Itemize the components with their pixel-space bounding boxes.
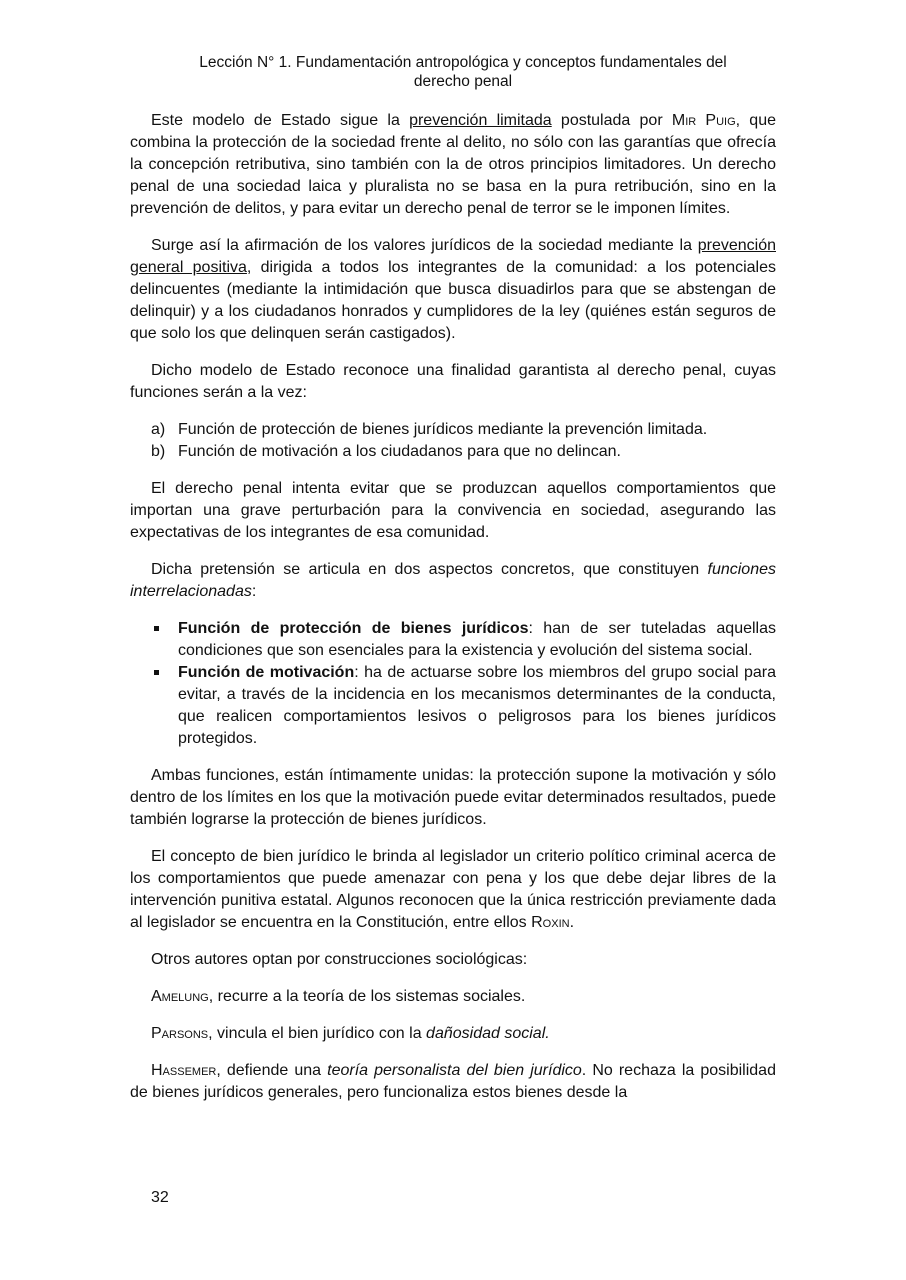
paragraph-5 (130, 559, 776, 603)
paragraph-9 (130, 986, 776, 1008)
p2-text-1: Surge así la afirmación de los valores jurídicos de la sociedad mediante la (151, 237, 698, 254)
list-item-text: Función de protección de bienes jurídicos mediante la prevención limitada. (178, 421, 708, 438)
paragraph-2 (130, 235, 776, 345)
running-header (160, 53, 766, 91)
p5-text-1: Dicha pretensión se articula en dos aspectos concretos, que constituyen (151, 561, 708, 578)
p1-text-1: Este modelo de Estado sigue la (151, 112, 410, 129)
p1-text-3: , que combina la protección de la sociedad frente al delito, no sólo con las garantías que ofrecía la concepción retributiva, sino también con la de otros principios limitadores. Un derecho penal de una sociedad laica y pluralista no se basa en la pura retribución, sino en la prevención de delitos, y para evitar un derecho penal de terror se le imponen límites. (130, 112, 776, 217)
list-item (130, 419, 776, 441)
bullet-item (130, 618, 776, 662)
author-roxin: Roxin (531, 914, 570, 931)
bullet-bold-term: Función de motivación (178, 664, 355, 681)
italic-term-teoria-personalista: teoría personalista del bien jurídico (327, 1062, 582, 1079)
list-marker: b) (151, 443, 166, 460)
italic-term-funciones-interrelacionadas: funciones interrelacionadas (130, 561, 776, 600)
p7-text-2: . (569, 914, 575, 931)
underlined-term-prevencion-general-positiva: prevención general positiva (130, 237, 776, 276)
p2-text-2: , dirigida a todos los integrantes de la comunidad: a los potenciales delincuentes (mediante la intimidación que busca disuadirlos para que se abstengan de delinquir) y a los ciudadanos honrados y cumplidores de la ley (quiénes están seguros de que solo los que delinquen serán castigados). (130, 259, 776, 342)
p11-text-1: , defiende una (216, 1062, 328, 1079)
bullet-item (130, 662, 776, 750)
underlined-term-prevencion-limitada: prevención limitada (409, 112, 552, 129)
p11-text-2: . No rechaza la posibilidad de bienes jurídicos generales, pero funcionaliza estos bienes desde la (130, 1062, 776, 1101)
bullet-list (130, 618, 776, 750)
bullet-text: : han de ser tuteladas aquellas condiciones que son esenciales para la existencia y evolución del sistema social. (178, 620, 776, 659)
square-bullet-icon (154, 626, 159, 631)
paragraph-4: El derecho penal intenta evitar que se produzcan aquellos comportamientos que importan una grave perturbación para la convivencia en sociedad, asegurando las expectativas de los integrantes de esa comunidad. (130, 480, 776, 541)
p1-text-2: postulada por (551, 112, 672, 129)
header-line-1: Lección N° 1. Fundamentación antropológica y conceptos fundamentales del (199, 54, 727, 71)
author-amelung: Amelung (151, 988, 209, 1005)
author-hassemer: Hassemer (151, 1062, 217, 1079)
bullet-bold-term: Función de protección de bienes jurídicos (178, 620, 529, 637)
bullet-text: : ha de actuarse sobre los miembros del grupo social para evitar, a través de la incidencia en los mecanismos determinantes de la conducta, que realicen comportamientos lesivos o peligrosos para los bienes jurídicos protegidos. (178, 664, 776, 747)
paragraph-10 (130, 1023, 776, 1045)
paragraph-1 (130, 110, 776, 220)
p10-text-1: , vincula el bien jurídico con la (208, 1025, 427, 1042)
paragraph-11 (130, 1060, 776, 1104)
header-line-2: derecho penal (413, 73, 513, 90)
paragraph-3: Dicho modelo de Estado reconoce una finalidad garantista al derecho penal, cuyas funciones serán a la vez: (130, 362, 776, 401)
paragraph-7 (130, 846, 776, 934)
p5-text-2: : (251, 583, 257, 600)
list-marker: a) (151, 421, 166, 438)
document-body (130, 110, 776, 1104)
paragraph-6: Ambas funciones, están íntimamente unidas: la protección supone la motivación y sólo dentro de los límites en los que la motivación puede evitar determinados resultados, puede también lograrse la protección de bienes jurídicos. (130, 767, 776, 828)
author-mir-puig: Mir Puig (671, 112, 736, 129)
italic-term-danosidad-social: dañosidad social. (426, 1025, 550, 1042)
alpha-list (130, 419, 776, 463)
list-item-text: Función de motivación a los ciudadanos para que no delincan. (178, 443, 621, 460)
square-bullet-icon (154, 670, 159, 675)
list-item (130, 441, 776, 463)
paragraph-8: Otros autores optan por construcciones sociológicas: (151, 951, 528, 968)
page-number: 32 (151, 1189, 169, 1206)
p7-text-1: El concepto de bien jurídico le brinda al legislador un criterio político criminal acerca de los comportamientos que puede amenazar con pena y los que debe dejar libres de la intervención punitiva estatal. Algunos reconocen que la única restricción previamente dada al legislador se encuentra en la Constitución, entre ellos (130, 848, 776, 931)
author-parsons: Parsons (151, 1025, 209, 1042)
p9-text-1: , recurre a la teoría de los sistemas sociales. (208, 988, 526, 1005)
